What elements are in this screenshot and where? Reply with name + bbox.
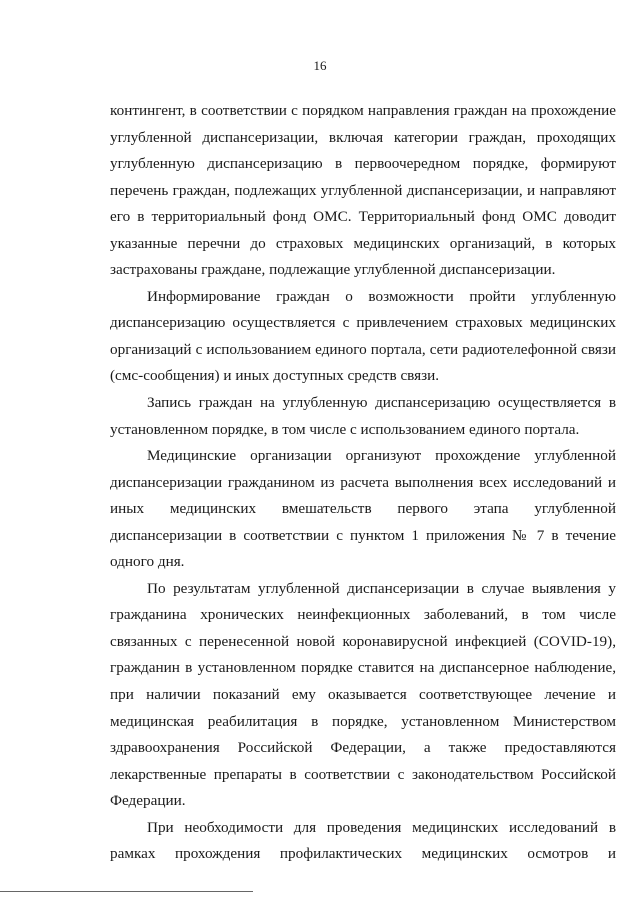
footer-divider: [0, 891, 253, 892]
paragraph-medical-organizations: Медицинские организации организуют прохождение углубленной диспансеризации гражданином из расчета выполнения всех исследований и иных медицинских вмешательств первого этапа углубленной диспансеризации в соответствии с пунктом 1 приложения № 7 в течение одного дня.: [110, 447, 616, 571]
paragraph-continued: контингент, в соответствии с порядком направления граждан на прохождение углубленной диспансеризации, включая категории граждан, проходящих углубленную диспансеризацию в первоочередном порядке, формируют перечень граждан, подлежащих углубленной диспансеризации, и направляют его в территориальный фонд ОМС. Территориальный фонд ОМС доводит указанные перечни до страховых медицинских организаций, в которых застрахованы граждане, подлежащие углубленной диспансеризации.: [110, 102, 616, 279]
body-text: [110, 98, 616, 868]
paragraph-results: По результатам углубленной диспансеризации в случае выявления у гражданина хронических неинфекционных заболеваний, в том числе связанных с перенесенной новой коронавирусной инфекцией (COVID-19), гражданин в установленном порядке ставится на диспансерное наблюдение, при наличии показаний ему оказывается соответствующее лечение и медицинская реабилитация в порядке, установленном Министерством здравоохранения Российской Федерации, а также предоставляются лекарственные препараты в соответствии с законодательством Российской Федерации.: [110, 579, 616, 810]
paragraph-informing: Информирование граждан о возможности пройти углубленную диспансеризацию осуществляется с привлечением страховых медицинских организаций с использованием единого портала, сети радиотелефонной связи (смс-сообщения) и иных доступных средств связи.: [110, 287, 616, 385]
paragraph-necessity: При необходимости для проведения медицинских исследований в рамках прохождения профилактических медицинских осмотров и: [110, 818, 616, 863]
paragraph-registration: Запись граждан на углубленную диспансеризацию осуществляется в установленном порядке, в том числе с использованием единого портала.: [110, 394, 616, 438]
page-number: 16: [313, 58, 327, 73]
